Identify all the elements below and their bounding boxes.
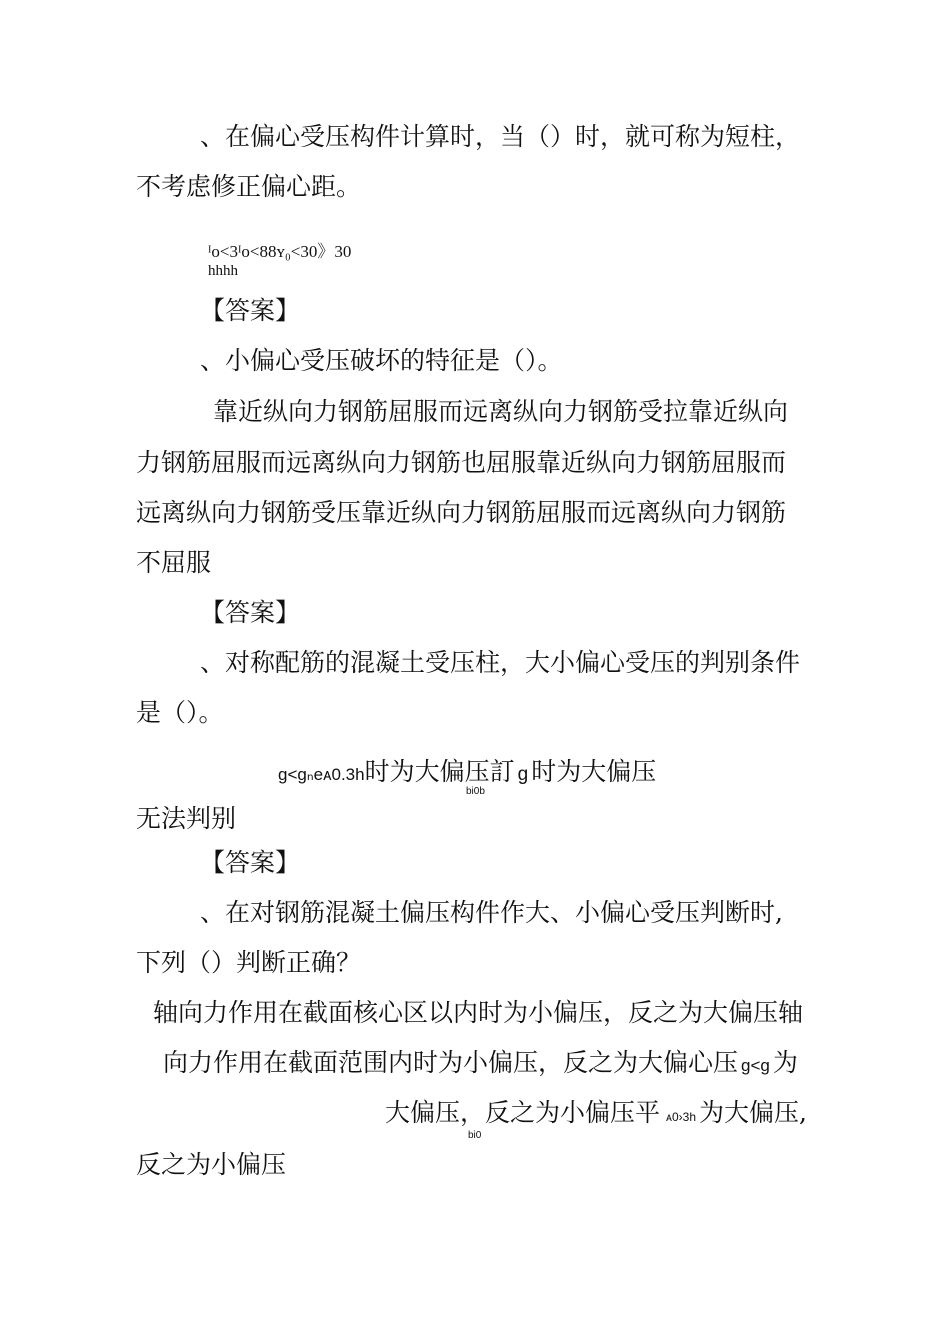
q2-option-line3: 远离纵向力钢筋受压靠近纵向力钢筋屈服而远离纵向力钢筋 — [136, 498, 787, 527]
q3-line1: 、对称配筋的混凝土受压柱，大小偏心受压的判别条件 — [200, 648, 801, 677]
q4-option-line3-formula: ᴀ0›3h — [666, 1110, 696, 1124]
q1-answer: 【答案】 — [200, 296, 301, 325]
q2-option-line4: 不屈服 — [136, 548, 212, 577]
q4-option-line3-sub: bi0 — [468, 1130, 482, 1141]
q4-option-line2-end: 为 — [772, 1048, 798, 1077]
q4-option-line1: 轴向力作用在截面核心区以内时为小偏压，反之为大偏压轴 — [153, 998, 804, 1027]
q4-option-line2 — [163, 1048, 798, 1081]
q2-answer: 【答案】 — [200, 598, 301, 627]
q4-option-line2-formula: g<g — [741, 1056, 770, 1075]
q4-line2: 下列（）判断正确？ — [136, 948, 362, 977]
q3-formula-part1: g<gₙeᴀ0.3h — [278, 765, 365, 784]
q1-options: ᴵo<3ᴵo<88ʏ₀<30》30 — [208, 242, 352, 261]
q2-question: 、小偏心受压破坏的特征是（）。 — [200, 346, 563, 375]
q4-option-line4: 反之为小偏压 — [136, 1150, 287, 1179]
q4-line1: 、在对钢筋混凝土偏压构件作大、小偏心受压判断时, — [200, 898, 783, 927]
q3-formula-part4: 时为大偏压 — [531, 757, 657, 786]
q4-option-line2-text: 向力作用在截面范围内时为小偏压，反之为大偏心压 — [163, 1048, 739, 1077]
q4-option-line3 — [385, 1098, 807, 1132]
q3-line2: 是（）。 — [136, 698, 224, 727]
q2-option-line2: 力钢筋屈服而远离纵向力钢筋也屈服靠近纵向力钢筋屈服而 — [136, 448, 787, 477]
q4-option-line3-text2: 为大偏压, — [699, 1098, 807, 1127]
q1-options-sub: hhhh — [208, 263, 238, 279]
q3-formula-part3: g — [517, 764, 529, 785]
q3-option-c: 无法判别 — [136, 804, 237, 833]
q4-option-line3-text1: 大偏压，反之为小偏压平 — [385, 1098, 661, 1127]
q3-answer: 【答案】 — [200, 848, 301, 877]
q2-option-line1: 靠近纵向力钢筋屈服而远离纵向力钢筋受拉靠近纵向 — [213, 397, 789, 426]
q1-line2: 不考虑修正偏心距。 — [136, 172, 362, 201]
q3-formula-sub: bi0b — [466, 786, 485, 797]
q3-formula-part2: 时为大偏压訂 — [364, 757, 515, 786]
q1-line1: 、在偏心受压构件计算时，当（）时，就可称为短柱， — [200, 122, 801, 151]
